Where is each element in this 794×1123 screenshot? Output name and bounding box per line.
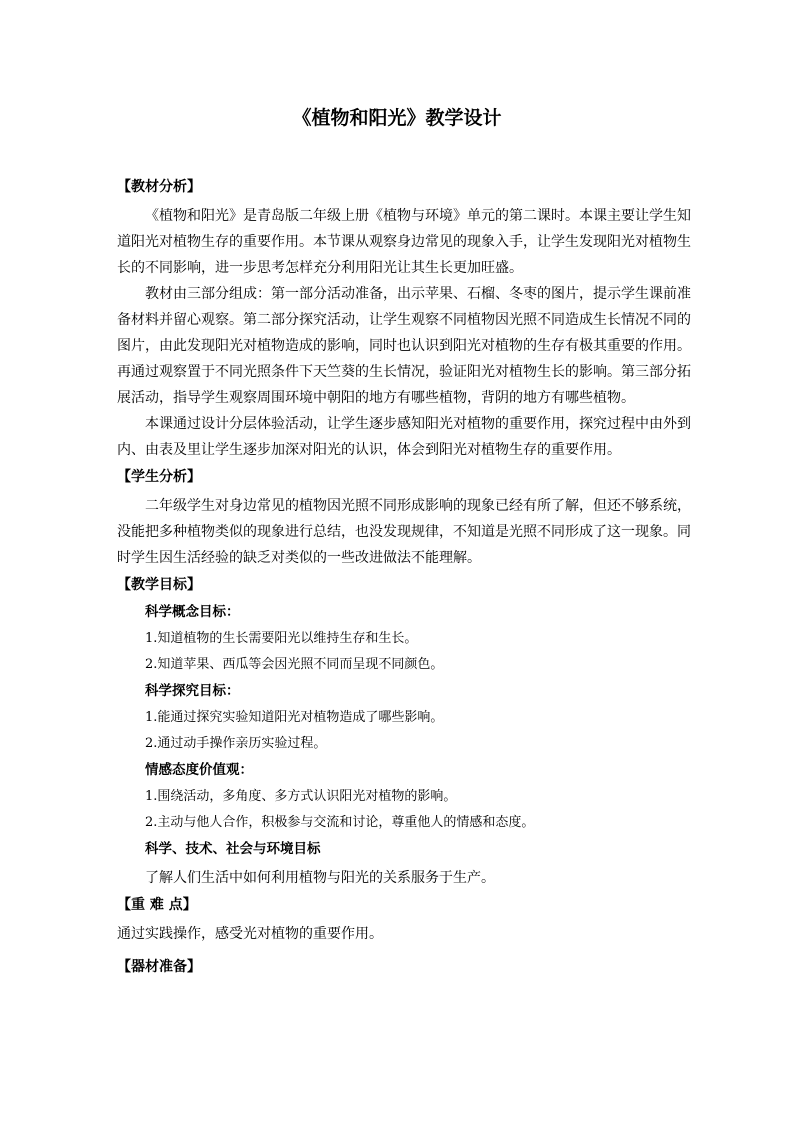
section-materials — [117, 957, 691, 977]
paragraph: 《植物和阳光》是青岛版二年级上册《植物与环境》单元的第二课时。本课主要让学生知道阳光对植物生存的重要作用。本节课从观察身边常见的现象入手，让学生发现阳光对植物生长的不同影响，进一步思考怎样充分利用阳光让其生长更加旺盛。 — [117, 208, 691, 276]
section-student-analysis — [117, 467, 691, 571]
section-heading: 【教材分析】 — [117, 179, 201, 195]
paragraph: 教材由三部分组成：第一部分活动准备，出示苹果、石榴、冬枣的图片，提示学生课前准备材料并留心观察。第二部分探究活动，让学生观察不同植物因光照不同造成生长情况不同的图片，由此发现阳光对植物造成的影响，同时也认识到阳光对植物的生存有极其重要的作用。再通过观察置于不同光照条件下天竺葵的生长情况，验证阳光对植物生长的影响。第三部分拓展活动，指导学生观察周围环境中朝阳的地方有哪些植物，背阴的地方有哪些植物。 — [117, 286, 691, 406]
goal-item: 2.主动与他人合作，积极参与交流和讨论，尊重他人的情感和态度。 — [145, 815, 535, 830]
paragraph: 了解人们生活中如何利用植物与阳光的关系服务于生产。 — [145, 870, 495, 886]
goal-subheading: 科学、技术、社会与环境目标 — [145, 841, 321, 857]
paragraph: 二年级学生对身边常见的植物因光照不同形成影响的现象已经有所了解，但还不够系统，没能把多种植物类似的现象进行总结，也没发现规律，不知道是光照不同形成了这一现象。同时学生因生活经验的缺乏对类似的一些改进做法不能理解。 — [117, 498, 691, 566]
document-title: 《植物和阳光》教学设计 — [292, 107, 502, 129]
goal-item: 1.知道植物的生长需要阳光以维持生存和生长。 — [145, 631, 418, 646]
goal-subheading: 情感态度价值观： — [145, 762, 253, 778]
goal-subheading: 科学探究目标： — [145, 683, 240, 699]
section-heading: 【学生分析】 — [117, 469, 201, 485]
section-material-analysis — [117, 177, 691, 463]
goal-subheading: 科学概念目标： — [145, 604, 240, 620]
section-heading: 【器材准备】 — [117, 959, 201, 975]
section-teaching-goals — [117, 575, 691, 891]
paragraph: 通过实践操作，感受光对植物的重要作用。 — [117, 926, 383, 942]
goal-item: 1.围绕活动，多角度、多方式认识阳光对植物的影响。 — [145, 789, 457, 804]
section-heading: 【重 难 点】 — [117, 897, 197, 913]
document-body — [117, 177, 691, 983]
section-key-points — [117, 895, 691, 947]
section-heading: 【教学目标】 — [117, 577, 201, 593]
goal-item: 2.通过动手操作亲历实验过程。 — [145, 736, 327, 751]
goal-item: 1.能通过探究实验知道阳光对植物造成了哪些影响。 — [145, 710, 444, 725]
goal-item: 2.知道苹果、西瓜等会因光照不同而呈现不同颜色。 — [145, 657, 444, 672]
paragraph: 本课通过设计分层体验活动，让学生逐步感知阳光对植物的重要作用，探究过程中由外到内、由表及里让学生逐步加深对阳光的认识，体会到阳光对植物生存的重要作用。 — [117, 416, 691, 458]
